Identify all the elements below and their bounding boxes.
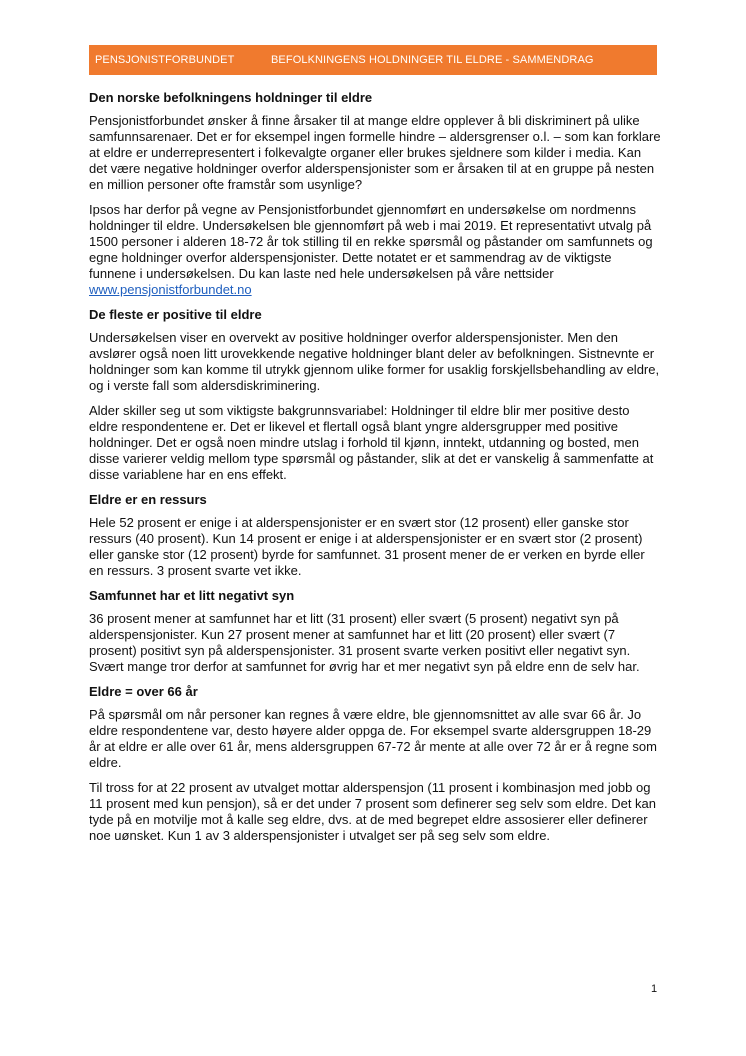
page-header-bar: [89, 45, 657, 75]
paragraph-text: Ipsos har derfor på vegne av Pensjonistforbundet gjennomført en undersøkelse om nordmenns holdninger til eldre. Undersøkelsen ble gjennomført på web i mai 2019. Et representativt utvalg på 1500 personer i alderen 18-72 år tok stilling til en rekke spørsmål og påstander om samfunnets og egne holdninger overfor alderspensjonister. Dette notatet er et sammendrag av de viktigste funnene i undersøkelsen. Du kan laste ned hele undersøkelsen på våre nettsider: [89, 202, 653, 281]
header-document-title: BEFOLKNINGENS HOLDNINGER TIL ELDRE - SAMMENDRAG: [271, 54, 594, 66]
section-heading: Eldre er en ressurs: [89, 492, 207, 507]
page-number: 1: [651, 983, 658, 995]
paragraph: 36 prosent mener at samfunnet har et litt (31 prosent) eller svært (5 prosent) negativt syn på alderspensjonister. Kun 27 prosent mener at samfunnet har et litt (20 prosent) eller svært (7 prosent) positivt syn på alderspensjonister. 31 prosent svarte verken positivt eller negativt syn. Svært mange tror derfor at samfunnet for øvrig har et mer negativt syn på eldre enn de selv har.: [89, 611, 640, 674]
document-body: [89, 90, 661, 853]
paragraph: Undersøkelsen viser en overvekt av positive holdninger overfor alderspensjonister. Men den avslører også noen litt urovekkende negative holdninger blant deler av befolkningen. Sistnevnte er holdninger som kan komme til utrykk gjennom ulike former for usaklig forskjellsbehandling av eldre, og i verste fall som aldersdiskriminering.: [89, 330, 660, 393]
header-org-name: PENSJONISTFORBUNDET: [95, 54, 235, 66]
section-heading: Samfunnet har et litt negativt syn: [89, 588, 295, 603]
paragraph: Hele 52 prosent er enige i at alderspensjonister er en svært stor (12 prosent) eller ganske stor ressurs (40 prosent). Kun 14 prosent er enige i at alderspensjonister er en svært stor (2 prosent) eller ganske stor (12 prosent) byrde for samfunnet. 31 prosent mener de er verken en byrde eller en ressurs. 3 prosent svarte vet ikke.: [89, 515, 645, 578]
section-heading: Den norske befolkningens holdninger til eldre: [89, 90, 373, 105]
website-link[interactable]: www.pensjonistforbundet.no: [89, 282, 252, 297]
paragraph: Pensjonistforbundet ønsker å finne årsaker til at mange eldre opplever å bli diskriminert på ulike samfunnsarenaer. Det er for eksempel ingen formelle hindre – aldersgrenser o.l. – som kan forklare at eldre er underrepresentert i folkevalgte organer eller brukes sjeldnere som kilder i media. Kan det være negative holdninger overfor alderspensjonister som er årsaken til at en gruppe på nesten en million personer ofte framstår som usynlige?: [89, 113, 661, 192]
paragraph: Til tross for at 22 prosent av utvalget mottar alderspensjon (11 prosent i kombinasjon med jobb og 11 prosent med kun pensjon), så er det under 7 prosent som definerer seg selv som eldre. Det kan tyde på en motvilje mot å kalle seg eldre, dvs. at de med begrepet eldre assosierer eller definerer noe uønsket. Kun 1 av 3 alderspensjonister i utvalget ser på seg selv som eldre.: [89, 780, 657, 843]
section-heading: De fleste er positive til eldre: [89, 307, 262, 322]
paragraph: Alder skiller seg ut som viktigste bakgrunnsvariabel: Holdninger til eldre blir mer positive desto eldre respondentene er. Det er likevel et flertall også blant yngre aldersgrupper med positive holdninger. Det er også noen mindre utslag i forhold til kjønn, inntekt, utdanning og bosted, men disse varierer veldig mellom type spørsmål og påstander, slik at det er vanskelig å sammenfatte at disse variablene har en ens effekt.: [89, 403, 654, 482]
paragraph: [89, 202, 661, 298]
section-heading: Eldre = over 66 år: [89, 684, 198, 699]
paragraph: På spørsmål om når personer kan regnes å være eldre, ble gjennomsnittet av alle svar 66 år. Jo eldre respondentene var, desto høyere alder oppga de. For eksempel svarte aldersgruppen 18-29 år at eldre er alle over 61 år, mens aldersgruppen 67-72 år mente at alle over 72 år er å regne som eldre.: [89, 707, 657, 770]
